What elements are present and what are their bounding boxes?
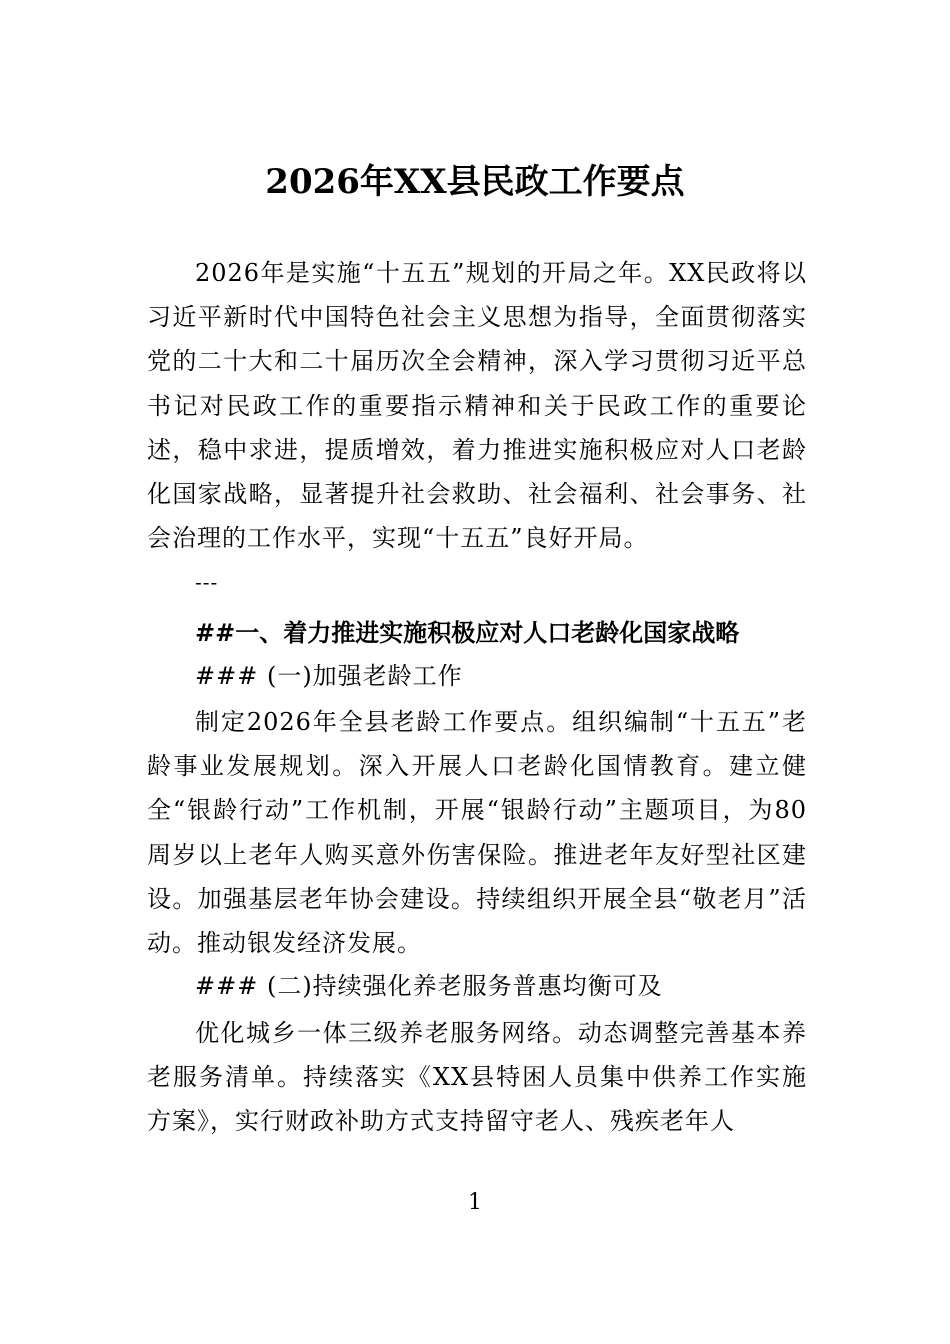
subsection-heading-2: ### (二)持续强化养老服务普惠均衡可及 [195, 972, 663, 1000]
page-number: 1 [468, 1190, 482, 1215]
intro-paragraph: 2026年是实施“十五五”规划的开局之年。XX民政将以习近平新时代中国特色社会主义思想为指导，全面贯彻落实党的二十大和二十届历次全会精神，深入学习贯彻习近平总书记对民政工作的重要指示精神和关于民政工作的重要论述，稳中求进，提质增效，着力推进实施积极应对人口老龄化国家战略，显著提升社会救助、社会福利、社会事务、社会治理的工作水平，实现“十五五”良好开局。 [147, 259, 807, 553]
separator-line: --- [195, 570, 219, 594]
subsection-heading-1: ### (一)加强老龄工作 [195, 662, 463, 690]
section-heading: ##一、着力推进实施积极应对人口老龄化国家战略 [195, 618, 740, 647]
subsection-body-1: 制定2026年全县老龄工作要点。组织编制“十五五”老龄事业发展规划。深入开展人口老龄化国情教育。建立健全“银龄行动”工作机制，开展“银龄行动”主题项目，为80周岁以上老年人购买意外伤害保险。推进老年友好型社区建设。加强基层老年协会建设。持续组织开展全县“敬老月”活动。推动银发经济发展。 [147, 708, 807, 958]
subsection-body-2: 优化城乡一体三级养老服务网络。动态调整完善基本养老服务清单。持续落实《XX县特困人员集中供养工作实施方案》，实行财政补助方式支持留守老人、残疾老年人 [147, 1019, 807, 1136]
document-title: 2026年XX县民政工作要点 [265, 162, 685, 202]
